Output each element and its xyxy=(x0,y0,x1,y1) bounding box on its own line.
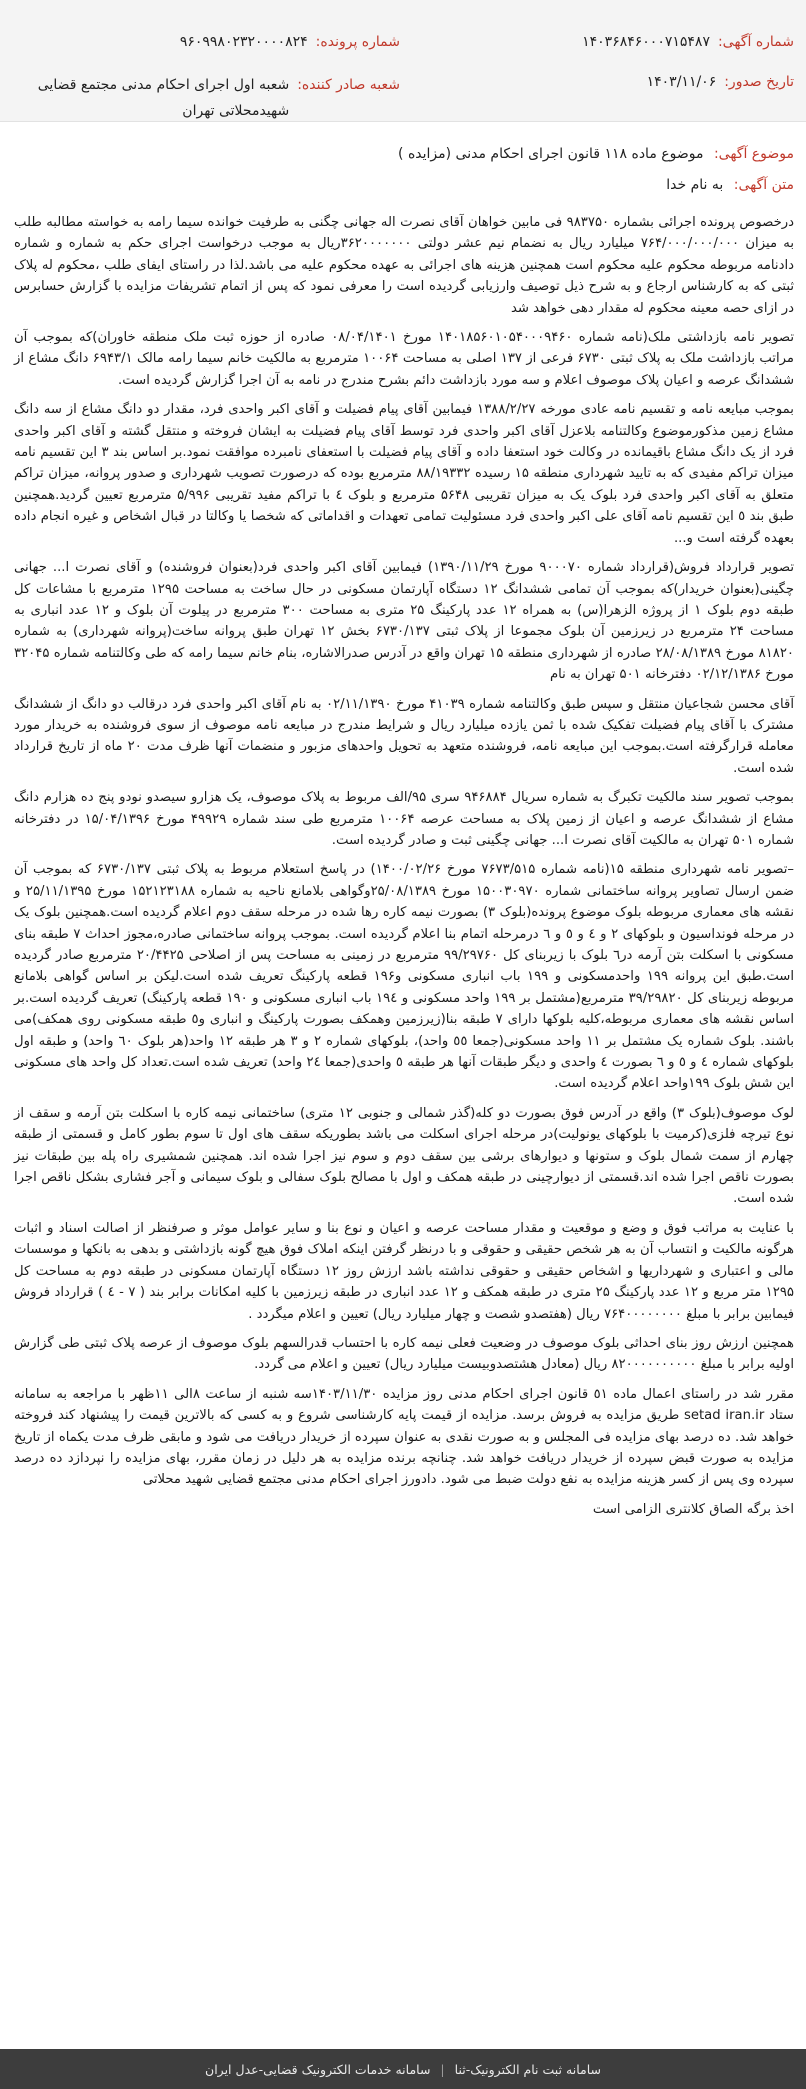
announcement-header xyxy=(0,0,806,122)
case-number-label: شماره پرونده: xyxy=(315,34,400,50)
body-paragraph: درخصوص پرونده اجرائی بشماره ۹۸۳۷۵۰ فی مابین خواهان آقای نصرت اله جهانی چگنی به طرفیت خوانده سیما رامه به خواسته مطالبه طلب به میزان ۷۶۴/۰۰۰/۰۰۰/۰۰۰ میلیارد ریال به نضمام نیم عشر دولتی ۳۶۲۰۰۰۰۰۰۰ریال به موجب درخواست اجرای حکم به شماره و شماره دادنامه مربوطه محکوم علیه محکوم است همچنین هزینه های اجرائی به عهده محکوم علیه می باشد.لذا در راستای ایفای طلب ،محکوم له پلاک ثبتی که به کارشناس ارجاع و به شرح ذیل توصیف وارزیابی گردیده است را معرفی نمود که پس از اتمام تشریفات مزایده با گزارش حسابرس در ازای حصه معینه محکوم له مقدار دهی خواهد شد xyxy=(14,215,795,316)
issuer-label: شعبه صادر کننده: xyxy=(297,77,400,93)
issue-date: ۱۴۰۳/۱۱/۰۶ xyxy=(646,74,717,90)
ad-number: ۱۴۰۳۶۸۴۶۰۰۰۷۱۵۴۸۷ xyxy=(582,34,710,50)
ad-number-row xyxy=(582,34,794,50)
body-paragraph: –تصویر نامه شهرداری منطقه ۱۵(نامه شماره ۷۶۷۳/۵۱۵ مورخ ۱۴۰۰/۰۲/۲۶) در پاسخ استعلام مربوط به پلاک ثبتی ۶۷۳۰/۱۳۷ که بموجب آن ضمن ارسال تصاویر پروانه ساختمانی شماره ۱۵۰۰۳۰۹۷۰ مورخ ۲۵/۰۸/۱۳۸۹وگواهی بلامانع ناحیه به شماره ۱۵۲۱۲۳۱۸۸ مورخ ۲۵/۱۱/۱۳۹۵ و نقشه های معماری مربوطه بلوک موضوع پرونده(بلوک ۳) بصورت نیمه کاره رها شده در مرحله سقف دوم اعلام گردیده است.همچنین بلوک یک در مرحله فونداسیون و بلوکهای ۲ و ٤ و ٥ و ٦ درمرحله اتمام بنا اعلام گردیده است. بموجب پروانه ساختمانی صادره،مجوز احداث ۷ طبقه بنای مسکونی با اسکلت بتن آرمه در٦ بلوک با زیربنای کل ۹۹/۲۹۷۶۰ مترمربع در زمینی به مساحت پس از اصلاحی ۲۰/۴۴۲۵ مترمربع صادر گردیده است.طبق این پروانه ۱۹۹ واحدمسکونی و ۱۹۹ باب انباری مسکونی و۱۹۶ قطعه پارکینگ تعریف شده است.لیکن بر اساس گواهی بلامانع مربوطه زیربنای کل ۳۹/۲۹۸۲۰ مترمربع(مشتمل بر ۱۹۹ واحد مسکونی و ۱۹٤ باب انباری مسکونی و ۱۹۰ قطعه پارکینگ) تعریف گردیده است.بر اساس نقشه های معماری مربوطه،کلیه بلوکها دارای ۷ طبقه بنا(زیرزمین وهمکف بصورت پارکینگ و انباری و٥ طبقه مسکونی روی همکف)می باشند. بلوک شماره یک مشتمل بر ۱۱ واحد مسکونی(جمعا ٥٥ واحد)، بلوکهای شماره ۲ و ۳ هر طبقه ۱۲ واحد(هر بلوک ٦۰ واحد) و طبقه اول بلوکهای شماره ٤ و ٥ و ٦ بصورت ٤ واحدی و دیگر طبقات آنها هر طبقه ٥ واحدی(جمعا ۲٤ واحد) تعریف شده است.تعداد کل واحد های مسکونی این شش بلوک ۱۹۹واحد اعلام گردیده است. xyxy=(14,862,795,1092)
footer-link-adl-iran[interactable]: سامانه خدمات الکترونیک قضایی-عدل ایران xyxy=(205,2061,431,2077)
body-paragraph: اخذ برگه الصاق کلانتری الزامی است xyxy=(592,1501,794,1517)
announcement-body xyxy=(14,212,794,1528)
footer-link-sana[interactable]: سامانه ثبت نام الکترونیک-ثنا xyxy=(454,2061,601,2077)
body-paragraph: تصویر قرارداد فروش(قرارداد شماره ۹۰۰۰۷۰ مورخ ۱۳۹۰/۱۱/۲۹) فیمابین آقای اکبر واحدی فرد(بعنوان فروشنده) و آقای نصرت ا... جهانی چگینی(بعنوان خریدار)که بموجب آن تمامی ششدانگ ۱۲ دستگاه آپارتمان مسکونی در حال ساخت به مساحت ۱۲۹۵ مترمربع با مشاعات کل طبقه دوم بلوک ۱ از پروژه الزهرا(س) به همراه ۱۲ عدد پارکینگ ۲۵ متری به مساحت ۳۰۰ مترمربع در پیلوت آن بلوک و ۱۲ عدد انباری به مساحت ۲۴ مترمربع در زیرزمین آن بلوک مجموعا از پلاک ثبتی ۶۷۳۰/۱۳۷ بخش ۱۲ تهران طبق پروانه ساخت(پروانه شهرداری) به شماره ۸۱۸۲۰ مورخ ۲۸/۰۸/۱۳۸۹ صادره از شهرداری منطقه ۱۵ تهران واقع در آدرس صدرالاشاره، بنام خانم سیما رامه که طی وکالتنامه شماره ۳۲۰۴۵ مورخ ۰۲/۱۲/۱۳۸۶ دفترخانه ۵۰۱ تهران به نام xyxy=(14,560,795,683)
case-number: ۹۶۰۹۹۸۰۲۳۲۰۰۰۰۸۲۴ xyxy=(179,34,308,50)
issue-date-row xyxy=(647,74,794,90)
subject-line xyxy=(398,146,794,162)
body-paragraph: تصویر نامه بازداشتی ملک(نامه شماره ۱۴۰۱۸۵۶۰۱۰۵۴۰۰۰۹۴۶۰ مورخ ۰۸/۰۴/۱۴۰۱ صادره از حوزه ثبت ملک منطقه خاوران)که بموجب آن مراتب بازداشت ملک به پلاک ثبتی ۶۷۳۰ فرعی از ۱۳۷ اصلی به مساحت ۱۰۰۶۴ مترمربع به مالکیت خانم سیما رامه مالک ۶۹۴۳/۱ دانگ مشاع از ششدانگ عرصه و اعیان پلاک موصوف اعلام و سه مورد بازداشت دائم بشرح مندرج در نامه به آن اجرا گزارش گردیده است. xyxy=(14,330,794,388)
body-paragraph: بموجب مبایعه نامه و تقسیم نامه عادی مورخه ۱۳۸۸/۲/۲۷ فیمابین آقای پیام فضیلت و آقای اکبر واحدی فرد، مقدار دو دانگ مشاع از سه دانگ مشاع زمین مذکورموضوع وکالتنامه بلاعزل آقای اکبر واحدی فرد توسط آقای پیام فضیلت به ایشان فروخته و منتقل گشته و آقای اکبر واحدی فرد از یک دانگ مشاع باقیمانده در وکالت خود استعفا داده و آقای پیام فضیلت با استعفای نامبرده موافقت نمود.بر اساس بند ۳ این تقسیم نامه میزان تراکم مفیدی که به تایید شهرداری منطقه ۱۵ رسیده ۸۸/۱۹۳۳۲ مترمربع بوده که درصورت تصویب شهرداری و صدور پروانه، میزان تراکم متعلق به آقای اکبر واحدی فرد بلوک یک به میزان تقریبی ۵۶۴۸ مترمربع و بلوک ٤ با تراکم مفید تقریبی ۵/۹۹۶ مترمربع تعیین گردید.همچنین طبق بند ٥ این تقسیم نامه آقای علی اکبر واحدی فرد مسئولیت تمامی تعهدات و اقداماتی که شخصا یا وکالتا در قبال اشخاص و غیره انجام داده بعهده گرفته است و... xyxy=(14,402,794,546)
issuer-name: شعبه اول اجرای احکام مدنی مجتمع قضایی شهیدمحلاتی تهران xyxy=(37,77,290,119)
body-paragraph: همچنین ارزش روز بنای احداثی بلوک موصوف در وضعیت فعلی نیمه کاره با احتساب قدرالسهم بلوک موصوف از عرصه پلاک ثبتی طی گزارش اولیه برابر با مبلغ ۸۲۰۰۰۰۰۰۰۰۰۰ ریال (معادل هشتصدوبیست میلیارد ریال) تعیین و اعلام می گردد. xyxy=(14,1335,794,1373)
text-head-value: به نام خدا xyxy=(666,177,724,193)
text-head-line xyxy=(666,177,794,193)
body-paragraph: بموجب تصویر سند مالکیت تکبرگ به شماره سریال ۹۴۶۸۸۴ سری ۹۵/الف مربوط به پلاک موصوف، یک هزارو سیصدو نودو پنج ده هزارم دانگ مشاع از ششدانگ عرصه و اعیان از زمین پلاک به مساحت عرصه ۱۰۰۶۴ مترمربع طی سند شماره ۴۹۹۲۹ مورخ ۱۵/۰۴/۱۳۹۶ در دفترخانه شماره ۵۰۱ تهران به مالکیت آقای نصرت ا... جهانی چگینی ثبت و صادر گردیده است. xyxy=(14,790,794,848)
page-footer xyxy=(0,2049,806,2089)
issuer-row xyxy=(0,72,400,124)
body-paragraph: آقای محسن شجاعیان منتقل و سپس طبق وکالتنامه شماره ۴۱۰۳۹ مورخ ۰۲/۱۱/۱۳۹۰ به نام آقای اکبر واحدی فرد درقالب دو دانگ از ششدانگ مشترک با آقای پیام فضیلت تفکیک شده با ثمن یازده میلیارد ریال و شرایط مندرج در مبایعه نامه موصوف از سوی فروشنده به خریدار مورد معامله قرارگرفته است.بموجب این مبایعه نامه، فروشنده متعهد به تحویل واحدهای مزبور و منضمات آنها ظرف مدت ۲۰ ماه از تاریخ قرارداد شده است. xyxy=(14,696,794,776)
issue-date-label: تاریخ صدور: xyxy=(724,74,794,90)
subject-value: موضوع ماده ۱۱۸ قانون اجرای احکام مدنی (مزایده ) xyxy=(398,146,704,162)
case-number-row xyxy=(180,34,400,50)
subject-label: موضوع آگهی: xyxy=(713,146,794,162)
footer-separator: | xyxy=(440,2061,445,2077)
ad-number-label: شماره آگهی: xyxy=(717,34,794,50)
body-paragraph: با عنایت به مراتب فوق و وضع و موقعیت و مقدار مساحت عرصه و اعیان و نوع بنا و سایر عوامل موثر و صرفنظر از اصالت اسناد و اثبات هرگونه مالکیت و انتساب آن به هر شخص حقیقی و حقوقی و با درنظر گرفتن اینکه املاک فوق هیچ گونه بازداشتی و بدهی به بانکها و موسسات مالی و اعتباری و شهرداریها و اشخاص حقیقی و حقوقی نداشته باشد ارزش روز ۱۲ دستگاه آپارتمان مسکونی در طبقه دوم به مساحت کل ۱۲۹۵ متر مربع و ۱۲ عدد پارکینگ ۲۵ متری در طبقه همکف و ۱۲ عدد انباری در طبقه زیرزمین با کلیه امکانات برابر بند ( ۷ - ٤ ) قرارداد فروش فیمابین برابر با مبلغ ۷۶۴۰۰۰۰۰۰۰۰ ریال (هفتصدو شصت و چهار میلیارد ریال) تعیین و اعلام میگردد . xyxy=(14,1220,794,1322)
text-head-label: متن آگهی: xyxy=(733,177,794,193)
body-paragraph: لوک موصوف(بلوک ۳) واقع در آدرس فوق بصورت دو کله(گذر شمالی و جنوبی ۱۲ متری) ساختمانی نیمه کاره با اسکلت بتن آرمه و سقف از نوع تیرچه فلزی(کرمیت با بلوکهای یونولیت)در مرحله اجرای اسکلت می باشد بطوریکه سقف های اول تا سوم بطور کامل و قسمتی از طبقه چهارم از سمت شمال بلوک و ستونها و دیوارهای برشی بین سقف دوم و سوم نیز اجرا شده اند. همچنین شمشیری راه پله بین طبقات نیز بصورت ناقص اجرا شده اند.قسمتی از دیوارچینی در طبقه همکف و اول با مصالح بلوک سفالی و بلوک سیمانی و آجر فشاری بشکل ناقص اجرا شده است. xyxy=(14,1105,794,1207)
body-paragraph: مقرر شد در راستای اعمال ماده ٥۱ قانون اجرای احکام مدنی روز مزایده ۱۴۰۳/۱۱/۳۰سه شنبه از ساعت ۸الی ۱۱ظهر با مراجعه به سامانه ستاد setad iran.ir طریق مزایده به فروش برسد. مزایده از قیمت پایه کارشناسی شروع و به کسی که بالاترین قیمت را پیشنهاد کند فروخته خواهد شد. ده درصد بهای مزایده فی المجلس و به صورت نقدی به عنوان سپرده از خریدار دریافت می شود و مابقی ظرف مدت یکماه از تاریخ مزایده به صورت قبض سپرده از خریدار دریافت خواهد شد. چنانچه برنده مزایده به هر دلیل در زمان مقرر، بهای مزایده را نپردازد ده درصد سپرده وی پس از کسر هزینه مزایده به نفع دولت ضبط می شود. دادورز اجرای احکام مدنی مجتمع قضایی شهید محلاتی xyxy=(14,1386,795,1488)
